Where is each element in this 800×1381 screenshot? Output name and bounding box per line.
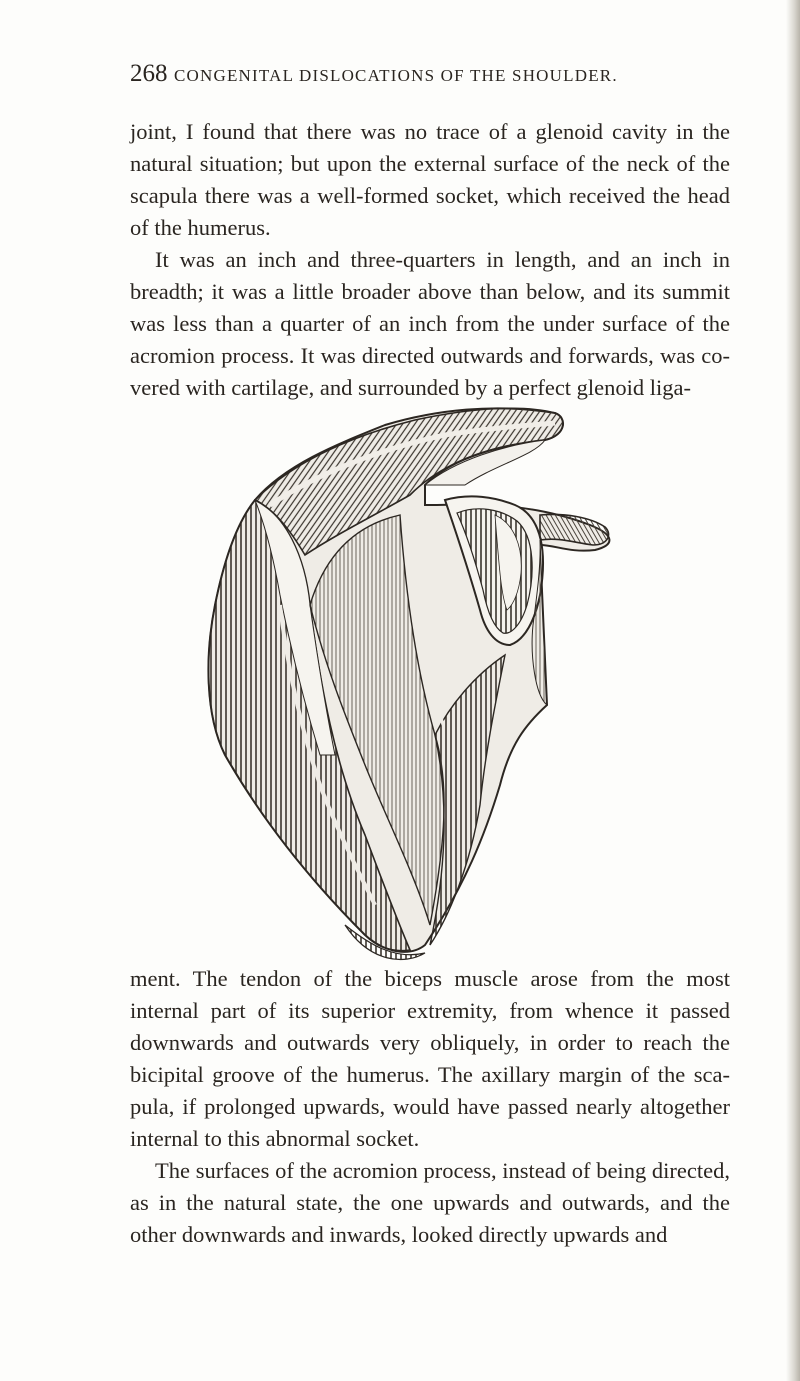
paragraph: joint, I found that there was no trace of a glenoid cavity in the natural situation; but upon the external surface of the neck of the scapula there was a well-formed socket, which received the head of the humerus. — [130, 119, 730, 240]
scapula-illustration — [195, 405, 620, 965]
page-number: 268 — [130, 60, 168, 87]
body-text-top — [130, 116, 730, 404]
paragraph: It was an inch and three-quarters in length, and an inch in breadth; it was a little broader above than below, and its summit was less than a quarter of an inch from the under surface of the acromion process. It was directed outwards and forwards, was co-vered with cartilage, and surrounded by a perfect glenoid liga- — [130, 247, 730, 400]
paragraph: ment. The tendon of the biceps muscle arose from the most internal part of its superior extremity, from whence it passed downwards and outwards very obliquely, in order to reach the bicipital groove of the humerus. The axillary margin of the sca-pula, if prolonged upwards, would have passed nearly altogether internal to this abnormal socket. — [130, 966, 730, 1151]
running-title: CONGENITAL DISLOCATIONS OF THE SHOULDER. — [174, 66, 618, 85]
page-edge-shadow — [786, 0, 800, 1381]
paragraph: The surfaces of the acromion process, instead of being directed, as in the natural state, the one upwards and outwards, and the other downwards and inwards, looked directly upwards and — [130, 1158, 730, 1247]
body-text-bottom — [130, 963, 730, 1251]
scapula-engraving-icon — [195, 405, 620, 965]
